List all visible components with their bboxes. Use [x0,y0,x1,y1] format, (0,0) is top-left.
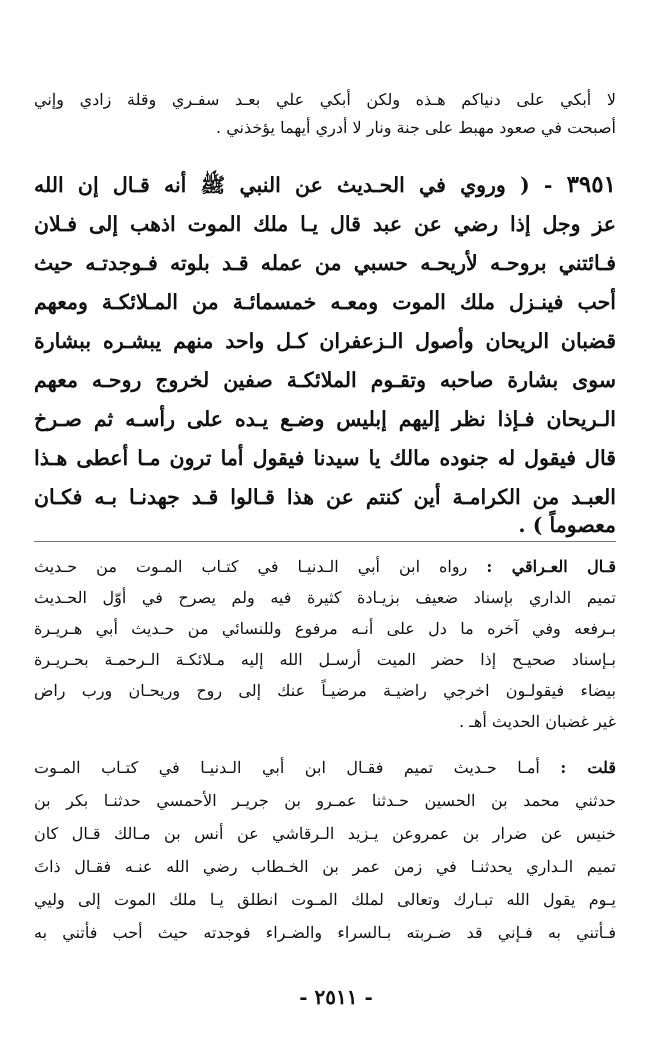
hadith-line-9: العبـد من الكرامـة أين كنتم عن هذا قـالوا قـد جهدنـا بـه فكـان [34,485,616,509]
qultu-note-line-6: فـأتني به فـإني قد ضـربته بـالسراء والضـراء فوجدته حيث أحب فأتني به [34,923,616,942]
qultu-note-line-3: خنيس عن ضرار بن عمروعن يـزيد الـرقاشي عن أنس بن مـالك قـال كان [34,824,616,843]
poem-line-2: أصبحت في صعود مهبط على جنة ونار لا أدري أيهما يؤخذني . [216,118,616,137]
qultu-note-line-1 [34,753,616,783]
iraqi-note-line-1-text: رواه ابن أبي الـدنيـا في كتـاب المـوت من حـديث [34,557,468,576]
poem-line-1: لا أبكي على دنياكم هـذه ولكن أبكي علي بعـد سفـري وقلة زادي وإني [34,90,616,109]
hadith-line-10: معصوماً ) . [518,513,616,537]
iraqi-note-line-3: بـرفعه وفي آخره ما دل على أنـه مرفوع وللنسائي من حـديث أبي هـريـرة [34,619,616,638]
iraqi-note-lead: قـال العـراقي : [486,557,616,576]
qultu-note-line-2: حدثني محمد بن الحسين حـدثنا عمـرو بن جريـر الأحمسي حدثنـا بكر بن [34,791,616,810]
hadith-line-3: فـائتني بروحـه لأريحـه حسبي من عمله قـد بلوته فـوجدتـه حيث [34,251,616,275]
qultu-note-line-5: يـوم يقول الله تبـارك وتعالى لملك المـوت انطلق يـا ملك الموت إلى وليي [34,890,616,909]
qultu-note-line-1-text: أمـا حـديث تميم فقـال ابن أبي الـدنيـا في كتـاب المـوت [34,758,540,777]
hadith-line-8: قال فيقول له جنوده مالك يا سيدنا فيقول أما ترون مـا أعطى هـذا [34,446,616,470]
iraqi-note-line-6: غير غضبان الحديث أهـ . [459,712,616,731]
hadith-line-4: أحب فينـزل ملك الموت ومعـه خمسمائـة من المـلائكـة ومعهم [34,290,616,314]
hadith-line-1 [34,166,616,204]
iraqi-note-line-2: تميم الداري بإسناد ضعيف بزيـادة كثيرة فيه ولم يصرح في أوّل الحـديث [34,588,616,607]
hadith-line-1-text: - ( وروي في الحـديث عن النبي ﷺ أنه قـال إن الله [34,173,553,197]
iraqi-note-line-4: بـإسناد صحيـح إذا حضر الميت أرسـل الله إليه مـلائكـة الـرحمـة بحـريـرة [34,650,616,669]
page-number: - ٢٥١١ - [299,985,373,1009]
hadith-line-2: عز وجل إذا رضي عن عبد قال يـا ملك الموت اذهب إلى فـلان [34,212,616,236]
hadith-number: ٣٩٥١ [566,171,616,198]
hadith-line-7: الـريحان فـإذا نظر إليهم إبليس وضـع يـده على رأسـه ثم صـرخ [34,407,616,431]
iraqi-note-line-1 [34,552,616,582]
section-divider [34,541,616,542]
hadith-line-5: قضبان الريحان وأصول الـزعفران كـل واحد منهم يبشـره ببشارة [34,329,616,353]
hadith-line-6: سوى بشارة صاحبه وتقـوم الملائكـة صفين لخروج روحـه معهم [34,368,616,392]
iraqi-note-line-5: بيضاء فيقولـون اخرجي راضيـة مرضيـاً عنك إلى روح وريحـان ورب راض [34,681,616,700]
qultu-note-lead: قلت : [560,758,616,777]
qultu-note-line-4: تميم الـداري يحدثنـا في زمن عمر بن الخـطاب رضي الله عنـه فقـال ذاتَ [34,857,616,876]
